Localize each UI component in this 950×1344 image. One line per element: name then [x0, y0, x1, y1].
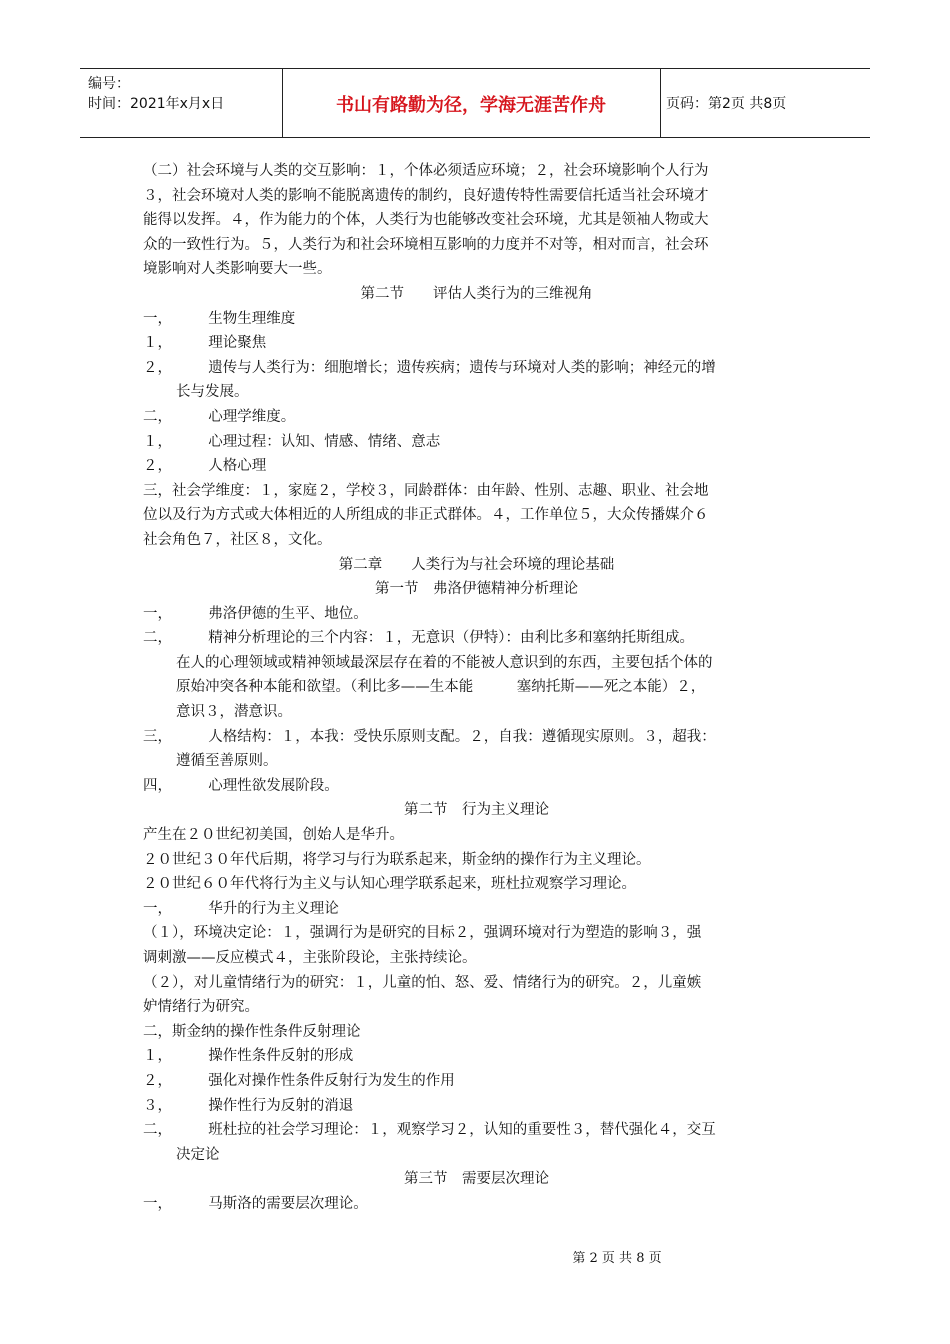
- footer-page-number: 第 2 页 共 8 页: [572, 1251, 662, 1266]
- document-body: [143, 159, 810, 1217]
- body-text-line: １， 操作性条件反射的形成: [143, 1048, 354, 1065]
- section-heading: 第二节 行为主义理论: [404, 802, 549, 819]
- section-heading: 第一节 弗洛伊德精神分析理论: [375, 581, 578, 598]
- body-text-line: 调刺激——反应模式４，主张阶段论，主张持续论。: [143, 950, 477, 966]
- body-text-line: １， 心理过程：认知、情感、情绪、意志: [143, 433, 441, 450]
- body-text-line: 社会角色７，社区８，文化。: [143, 531, 332, 548]
- body-text-line: 位以及行为方式或大体相近的人所组成的非正式群体。４，工作单位５，大众传播媒介６: [143, 507, 709, 524]
- body-text-line: ２， 强化对操作性条件反射行为发生的作用: [143, 1072, 455, 1089]
- body-text-line: ２， 遗传与人类行为：细胞增长；遗传疾病；遗传与环境对人类的影响；神经元的增: [143, 359, 716, 376]
- body-text-line: 在人的心理领域或精神领域最深层存在着的不能被人意识到的东西，主要包括个体的: [176, 654, 713, 671]
- body-text-line: 决定论: [176, 1146, 220, 1163]
- page-footer: [0, 1247, 950, 1266]
- section-heading: 第二节 评估人类行为的三维视角: [360, 285, 593, 302]
- header-motto-cell: [282, 69, 661, 137]
- body-text-line: 四， 心理性欲发展阶段。: [143, 777, 339, 794]
- body-text-line: 境影响对人类影响要大一些。: [143, 261, 332, 278]
- body-text-line: ２０世纪６０年代将行为主义与认知心理学联系起来，班杜拉观察学习理论。: [143, 876, 636, 893]
- body-text-line: 一， 华升的行为主义理论: [143, 900, 339, 917]
- section-heading: 第二章 人类行为与社会环境的理论基础: [338, 556, 615, 573]
- header-page-info: 页码：第2页 共8页: [666, 96, 787, 112]
- body-text-line: 妒情绪行为研究。: [143, 999, 259, 1016]
- body-text-line: 一， 生物生理维度: [143, 310, 296, 327]
- document-time-label: 时间：2021年x月x日: [88, 96, 225, 112]
- header-motto: 书山有路勤为径，学海无涯苦作舟: [336, 95, 606, 116]
- body-text-line: 众的一致性行为。５，人类行为和社会环境相互影响的力度并不对等，相对而言，社会环: [143, 236, 709, 253]
- body-text-line: 二， 精神分析理论的三个内容：１，无意识（伊特）：由利比多和塞纳托斯组成。: [143, 630, 694, 647]
- body-text-line: 长与发展。: [176, 384, 249, 401]
- body-text-line: 一， 马斯洛的需要层次理论。: [143, 1195, 368, 1212]
- section-heading: 第三节 需要层次理论: [404, 1171, 549, 1188]
- body-text-line: ３， 操作性行为反射的消退: [143, 1097, 354, 1114]
- body-text-line: 产生在２０世纪初美国，创始人是华升。: [143, 827, 404, 844]
- body-text-line: 意识３，潜意识。: [176, 704, 292, 721]
- page-header: [80, 68, 870, 138]
- body-text-line: 二， 心理学维度。: [143, 408, 296, 425]
- body-text-line: 一， 弗洛伊德的生平、地位。: [143, 605, 368, 622]
- header-meta-cell: [80, 69, 283, 137]
- body-text-line: （２），对儿童情绪行为的研究：１，儿童的怕、怒、爱、情绪行为的研究。２，儿童嫉: [143, 974, 702, 991]
- body-text-line: ３，社会环境对人类的影响不能脱离遗传的制约，良好遗传特性需要信托适当社会环境才: [143, 187, 709, 204]
- body-text-line: 二， 班杜拉的社会学习理论：１，观察学习２，认知的重要性３，替代强化４，交互: [143, 1122, 716, 1139]
- body-text-line: 原始冲突各种本能和欲望。（利比多——生本能 塞纳托斯——死之本能）２，: [176, 679, 706, 696]
- body-text-line: 三，社会学维度：１，家庭２，学校３，同龄群体：由年龄、性别、志趣、职业、社会地: [143, 482, 709, 499]
- body-text-line: 三， 人格结构：１，本我：受快乐原则支配。２，自我：遵循现实原则。３，超我：: [143, 728, 716, 745]
- body-text-line: （１），环境决定论：１，强调行为是研究的目标２，强调环境对行为塑造的影响３，强: [143, 925, 702, 942]
- body-text-line: １， 理论聚焦: [143, 335, 267, 352]
- body-text-line: 能得以发挥。４，作为能力的个体，人类行为也能够改变社会环境，尤其是领袖人物或大: [143, 212, 709, 229]
- body-text-line: 遵循至善原则。: [176, 753, 278, 770]
- body-text-line: ２， 人格心理: [143, 458, 267, 475]
- document-number-label: 编号：: [88, 76, 130, 92]
- body-text-line: （二）社会环境与人类的交互影响：１，个体必须适应环境；２，社会环境影响个人行为: [143, 163, 709, 179]
- header-page-cell: [660, 69, 870, 137]
- body-text-line: ２０世纪３０年代后期，将学习与行为联系起来，斯金纳的操作行为主义理论。: [143, 851, 651, 868]
- body-text-line: 二，斯金纳的操作性条件反射理论: [143, 1023, 361, 1040]
